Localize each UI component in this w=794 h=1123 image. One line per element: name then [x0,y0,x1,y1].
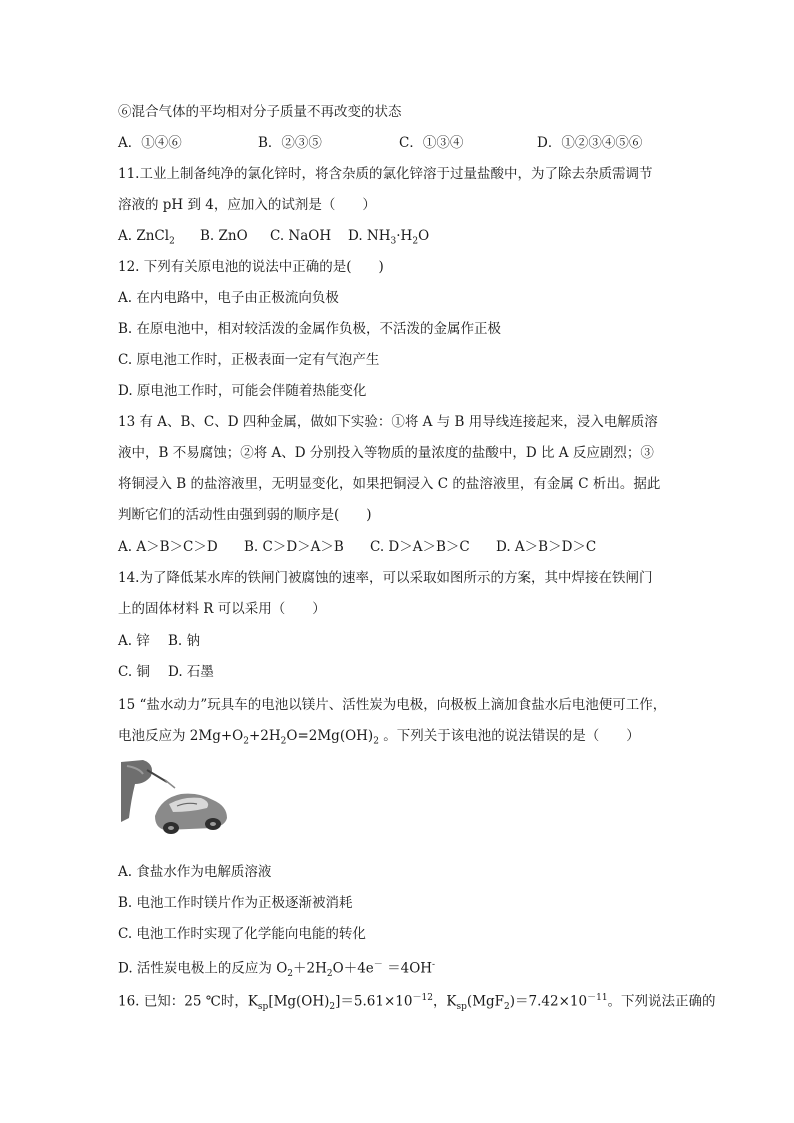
q13-stem-line2: 液中，B 不易腐蚀；②将 A、D 分别投入等物质的量浓度的盐酸中，D 比 A 反应剧烈；③ [118,445,654,461]
q13-stem-line3: 将铜浸入 B 的盐溶液里，无明显变化，如果把铜浸入 C 的盐溶液里，有金属 C 析出。据此 [118,476,661,492]
q15-stem-line2: 电池反应为 $2Mg+O_2+2H_2O=2Mg(OH)_2$ 。下列关于该电池的说法错误的是（ ） [118,728,640,747]
q12-stem: 12. 下列有关原电池的说法中正确的是( ) [118,259,384,275]
q14-stem-line1: 14.为了降低某水库的铁闸门被腐蚀的速率，可以采取如图所示的方案，其中焊接在铁闸门 [118,570,653,586]
q15-option-b[interactable]: B. 电池工作时镁片作为正极逐渐被消耗 [118,895,353,911]
q13-option-c[interactable]: C. D＞A＞B＞C [370,539,470,555]
q13-option-d[interactable]: D. A＞B＞D＞C [496,539,597,555]
q13-option-b[interactable]: B. C＞D＞A＞B [244,539,344,555]
q12-option-b[interactable]: B. 在原电池中，相对较活泼的金属作负极，不活泼的金属作正极 [118,321,502,337]
q14-stem-line2: 上的固体材料 R 可以采用（ ） [118,601,326,617]
q13-option-a[interactable]: A. A＞B＞C＞D [118,539,218,555]
q14-options-row2 [118,662,214,682]
q15-stem-line1: 15 “盐水动力”玩具车的电池以镁片、活性炭为电极，向极板上滴加食盐水后电池便可工作， [118,697,667,713]
q10-option-c[interactable]: C．①③④ [399,135,464,151]
q13-stem-line4: 判断它们的活动性由强到弱的顺序是( ) [118,507,372,523]
salt-water-toy-car-image [121,760,229,840]
q14-option-b[interactable]: B. 钠 [168,633,201,649]
q11-options [118,226,429,252]
q12-option-a[interactable]: A. 在内电路中，电子由正极流向负极 [118,290,339,306]
q13-stem-line1: 13 有 A、B、C、D 四种金属，做如下实验：①将 A 与 B 用导线连接起来，浸入电解质溶 [118,414,658,430]
q11-option-b[interactable]: B. ZnO [200,228,248,244]
q15-option-c[interactable]: C. 电池工作时实现了化学能向电能的转化 [118,926,366,942]
q10-option-d[interactable]: D．①②③④⑤⑥ [537,135,643,151]
q14-option-c[interactable]: C. 铜 [118,664,150,680]
q12-option-c[interactable]: C. 原电池工作时，正极表面一定有气泡产生 [118,352,380,368]
q12-option-d[interactable]: D. 原电池工作时，可能会伴随着热能变化 [118,383,367,399]
q10-stem-item6: ⑥混合气体的平均相对分子质量不再改变的状态 [118,104,402,120]
q11-stem-line1: 11.工业上制备纯净的氯化锌时，将含杂质的氯化锌溶于过量盐酸中，为了除去杂质需调节 [118,166,653,182]
q10-option-a[interactable]: A．①④⑥ [118,135,182,151]
q15-option-a[interactable]: A. 食盐水作为电解质溶液 [118,864,272,880]
q11-option-c[interactable]: C. NaOH [270,228,332,244]
q11-stem-line2: 溶液的 pH 到 4，应加入的试剂是（ ） [118,197,376,213]
q11-option-d[interactable]: D. $NH_3\cdot H_2O$ [348,228,430,247]
q16-stem: 16. 已知：25 ℃时，$K_{sp}[Mg(OH)_2]=5.61\times 10^{-12}$，$K_{sp}(MgF_2)=7.42\times 10^{-11}$。下列说法正确的 [118,993,716,1013]
q13-options [118,537,596,557]
q10-options [118,133,642,153]
q10-option-b[interactable]: B．②③⑤ [258,135,322,151]
q15-option-d[interactable]: D. 活性炭电极上的反应为 $O_2+2H_2O+4e^- =4OH^-$ [118,960,436,980]
q14-option-a[interactable]: A. 锌 [118,633,150,649]
q11-option-a[interactable]: A. ZnCl$_2$ [118,228,175,247]
q14-options-row1 [118,631,200,651]
q14-option-d[interactable]: D. 石墨 [168,664,214,680]
